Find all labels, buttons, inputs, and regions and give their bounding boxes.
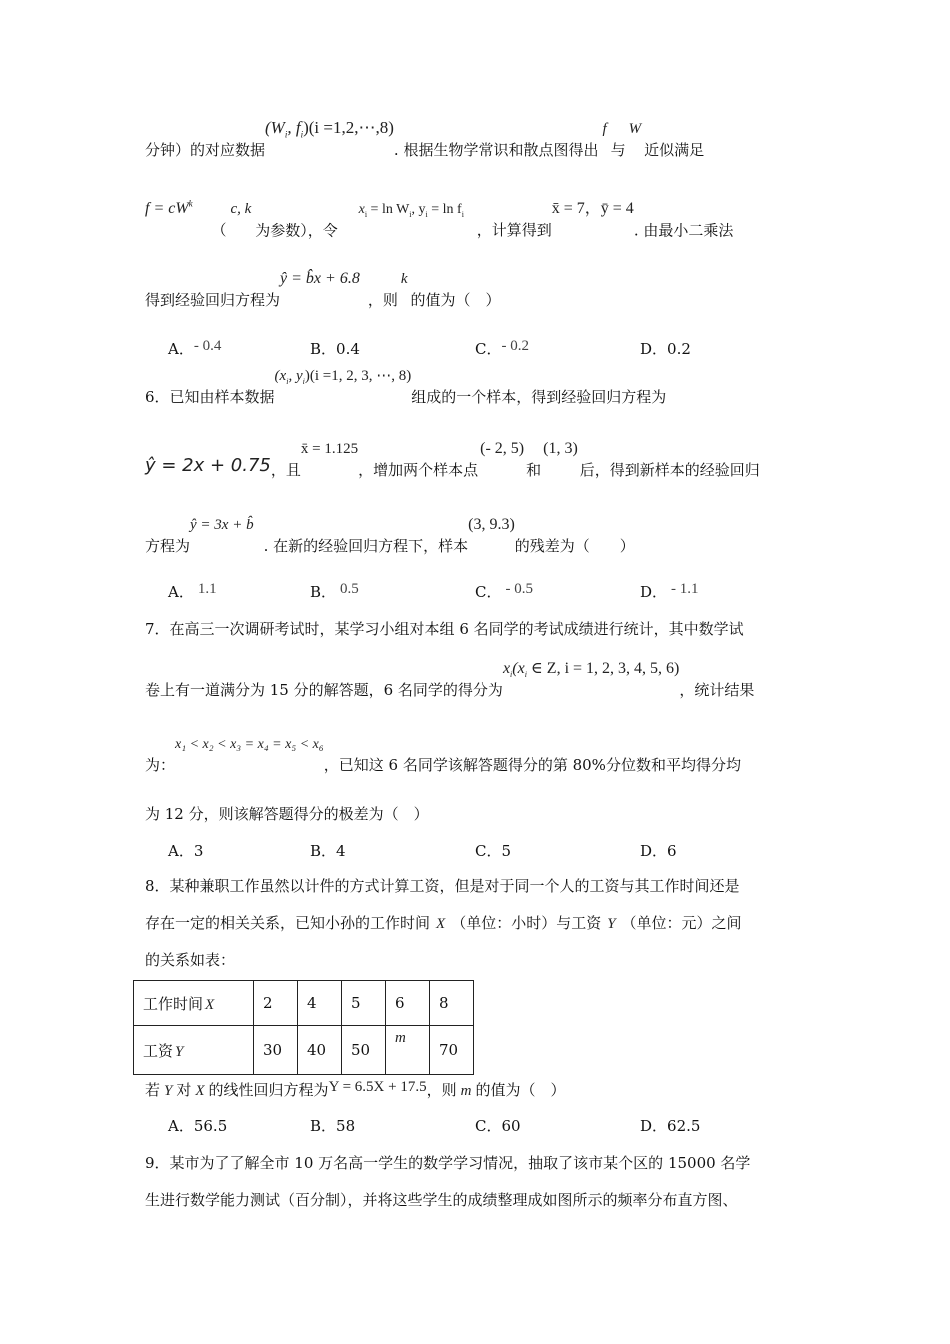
table-cell: 2 (254, 981, 298, 1026)
table-cell: 4 (298, 981, 342, 1026)
table-cell: 50 (342, 1026, 386, 1075)
q8-line-1: 8．某种兼职工作虽然以计件的方式计算工资，但是对于同一个人的工资与其工作时间还是 (145, 877, 740, 895)
text: 得到经验回归方程为 (145, 291, 281, 309)
q7-line-2: 卷上有一道满分为 15 分的解答题，6 名同学的得分为$x_i(x_i$ ∈ Z, i = 1, 2, 3, 4, 5, 6)，统计结果 (145, 660, 755, 699)
math: ($W_i$, $f_i)(i$ =1,2,⋯,8) (265, 118, 394, 140)
table-cell: 70 (430, 1026, 474, 1075)
text: 分钟）的对应数据 (145, 141, 266, 159)
option-d: D．6 (640, 842, 677, 860)
option-a: A．56.5 (168, 1117, 228, 1135)
option-c: C．5 (475, 842, 512, 860)
math-eq: ŷ = 3x + b̂ (190, 517, 254, 533)
option-b: B．58 (310, 1117, 356, 1135)
q8-line-3: 的关系如表： (145, 951, 236, 969)
q5-text-line-2 (145, 199, 734, 247)
var-X: X (436, 916, 446, 932)
math-xbar: x̄ = 1.125 (300, 441, 359, 457)
text: 为参数），令 (255, 221, 338, 240)
math-f: f (602, 121, 607, 137)
table-cell: 6 (386, 981, 430, 1026)
math-eq: ŷ = b̂x + 6.8 (280, 270, 360, 287)
table-cell: 40 (298, 1026, 342, 1075)
q8-line-2: 存在一定的相关关系，已知小孙的工作时间 X （单位：小时）与工资 Y （单位：元）之间 (145, 914, 742, 932)
table-row (134, 1026, 474, 1075)
q9-line-1: 9．某市为了了解全市 10 万名高一学生的数学学习情况，抽取了该市某个区的 15000 名学 (145, 1154, 751, 1172)
math-means: x̄ = 7，ȳ = 4 (551, 200, 634, 218)
option-c: C．- 0.2 (475, 338, 529, 358)
text: . 根据生物学常识和散点图得出 (393, 141, 599, 159)
q7-line-1: 7．在高三一次调研考试时，某学习小组对本组 6 名同学的考试成绩进行统计，其中数学试 (145, 620, 744, 638)
q6-line-1: 6．已知由样本数据($x_i$, $y_i)(i =1$, 2, 3, ⋯, 8)组成的一个样本，得到经验回归方程为 (145, 368, 667, 406)
var-Y: Y (607, 916, 616, 932)
math-substitution: $x_i = \ln W_i$, $y_i = \ln f_i$ (358, 202, 464, 220)
math-ck: c, k (230, 201, 252, 218)
math-order: x₁ < x₂ < x₃ = x₄ = x₅ < x₆ (175, 737, 324, 752)
option-b: B．4 (310, 842, 346, 860)
option-a: A． 1.1 (168, 581, 217, 601)
text: ，则 (367, 291, 398, 309)
point-2: (1, 3) (543, 440, 578, 457)
table-cell: m (386, 1026, 430, 1075)
math-eq: Y = 6.5X + 17.5 (328, 1079, 427, 1095)
table-cell: 工作时间 X (134, 981, 254, 1026)
q7-line-3: 为：x₁ < x₂ < x₃ = x₄ = x₅ < x₆，已知这 6 名同学该解答题得分的第 80%分位数和平均得分均 (145, 737, 741, 774)
option-a: A．3 (168, 842, 204, 860)
table-cell: 5 (342, 981, 386, 1026)
table-row (134, 981, 474, 1026)
math-scores: $x_i(x_i$ ∈ Z, i = 1, 2, 3, 4, 5, 6) (502, 660, 680, 680)
q8-regression-line: 若 Y 对 X 的线性回归方程为Y = 6.5X + 17.5，则 m 的值为（ ） (145, 1079, 566, 1099)
q6-line-2: ŷ = 2x + 0.75，且x̄ = 1.125，增加两个样本点(- 2, 5)和(1, 3)后，得到新样本的经验回归 (145, 440, 760, 479)
sample-point: (3, 9.3) (468, 516, 515, 533)
q5-text-line-3 (145, 270, 501, 311)
option-a: A．- 0.4 (168, 338, 222, 358)
text: ，计算得到 (476, 221, 552, 240)
math-formula: $f = cW^k$ (145, 199, 193, 218)
text: （ (211, 221, 227, 240)
option-c: C．60 (475, 1117, 521, 1135)
option-d: D． - 1.1 (640, 581, 699, 601)
text: 的值为（ ） (410, 291, 501, 309)
math-eq: ŷ = 2x + 0.75 (145, 455, 271, 476)
math-k: k (400, 271, 408, 287)
option-d: D．62.5 (640, 1117, 701, 1135)
table-cell: 8 (430, 981, 474, 1026)
option-b: B． 0.5 (310, 581, 359, 601)
math-data: ($x_i$, $y_i)(i =1$, 2, 3, ⋯, 8) (274, 368, 412, 386)
option-b: B．0.4 (310, 340, 360, 358)
q6-line-3: 方程为ŷ = 3x + b̂. 在新的经验回归方程下，样本(3, 9.3)的残差为（ ） (145, 516, 635, 555)
text: 近似满足 (644, 141, 705, 159)
q9-line-2: 生进行数学能力测试（百分制），并将这些学生的成绩整理成如图所示的频率分布直方图、 (145, 1191, 738, 1209)
text: 与 (610, 141, 626, 159)
table-cell: 工资 Y (134, 1026, 254, 1075)
data-table (133, 980, 474, 1075)
option-d: D．0.2 (640, 340, 691, 358)
table-cell: 30 (254, 1026, 298, 1075)
q7-line-4: 为 12 分，则该解答题得分的极差为（ ） (145, 805, 429, 823)
option-c: C． - 0.5 (475, 581, 533, 601)
point-1: (- 2, 5) (480, 440, 525, 457)
math-W: W (628, 121, 642, 137)
text: . 由最小二乘法 (633, 221, 734, 240)
q5-text-line-1 (145, 118, 705, 166)
